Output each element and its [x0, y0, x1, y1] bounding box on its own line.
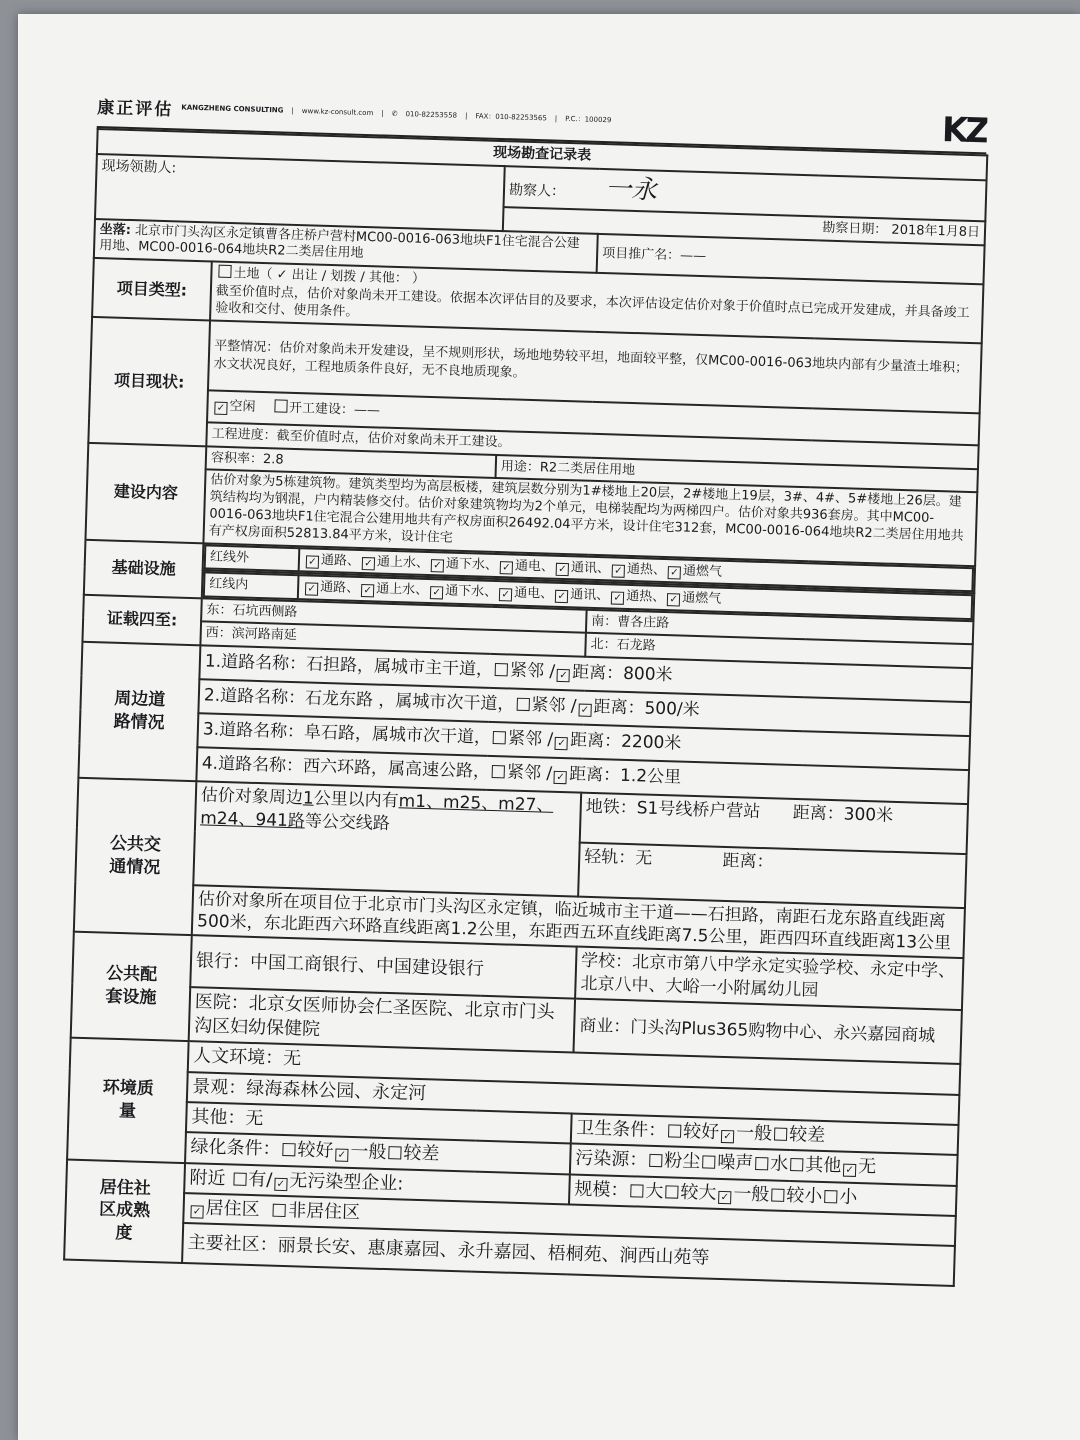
survey-form [63, 84, 988, 1287]
guide-label: 现场领勘人: [95, 154, 505, 231]
location-label: 坐落: [99, 221, 132, 238]
postcode: P.C.：100029 [565, 114, 612, 125]
promo-name: 项目推广名：—— [597, 233, 985, 284]
inside-redline-label: 红线内 [204, 573, 299, 599]
construction-checkbox[interactable] [274, 400, 287, 413]
hospital: 医院：北京女医师协会仁圣医院、北京市门头沟区妇幼保健院 [189, 987, 575, 1053]
road-1: 1.道路名称：石担路，属城市主干道， 紧邻 / ✓ 距离：800米 [199, 645, 972, 702]
phone: 010-82253558 [405, 110, 458, 120]
brand-english: KANGZHENG CONSULTING [181, 103, 284, 115]
nearby-pollution: 附近 有/ ✓ 无污染型企业: [184, 1163, 570, 1205]
boundary-east: 东：石坑西侧路 [201, 598, 587, 633]
subway: 地铁：S1号线桥户营站 距离：300米 [580, 792, 968, 853]
environment-label: 环境质量 [67, 1038, 189, 1163]
outside-redline-items: ✓ 通路、 ✓ 通上水、 ✓ 通下水、 ✓ 通电、 ✓ 通讯、 ✓ 通热、 ✓ 通燃气 [299, 548, 973, 592]
status-label: 项目现状: [88, 317, 210, 446]
project-type-line1: 土地（ ✓ 出让 / 划拨 / 其他： ） [233, 266, 426, 288]
idle-label: 空闲 [229, 399, 256, 415]
construction-label: 开工建设：—— [288, 400, 381, 419]
form-title: 现场勘查记录表 [97, 129, 987, 180]
outside-redline-label: 红线外 [205, 545, 300, 571]
road-4: 4.道路名称：西六环路，属高速公路， 紧邻 / ✓ 距离：1.2公里 [196, 747, 969, 804]
sanitation: 卫生条件： 较好 ✓ 一般 较差 [571, 1114, 959, 1156]
letterhead: 康正评估 KANGZHENG CONSULTING | www.kz-consult.com | ✆ 010-82253558 | FAX：010-82253565 | P.C.：100029 KZ [97, 84, 988, 154]
light-rail: 轻轨：无 距离： [578, 842, 966, 907]
infrastructure-label: 基础设施 [84, 539, 204, 598]
construction-label: 建设内容 [85, 442, 206, 543]
phone-icon: ✆ [391, 109, 398, 118]
paper-sheet [18, 14, 1080, 1440]
inspector-signature: 一永 [604, 173, 658, 206]
project-type-label: 项目类型: [92, 258, 212, 320]
other-environment: 其他：无 [186, 1102, 572, 1144]
residential-type: ✓ 居住区 非居住区 [183, 1193, 956, 1246]
form-table [63, 128, 988, 1287]
location-text: 北京市门头沟区永定镇曹各庄桥户营村MC00-0016-063地块F1住宅混合公建用地、MC00-0016-064地块R2二类居住用地 [98, 222, 580, 262]
construction-description: 估价对象为5栋建筑物。建筑类型均为高层板楼，建筑层数分别为1#楼地上20层，2#楼地上19层，3#、4#、5#楼地上26层。建筑结构均为钢混，户内精装修交付。估价对象建筑物均为2个单元，电梯装配均为两梯四户。估价对象共936套房。其中MC00-0016-063地块F1住宅混合公建用地共有产权房面积26492.04平方米，设计住宅312套，MC00-0016-064地块R2二类居住用地共有产权房面积52813.84平方米，设计住宅 [203, 469, 977, 565]
commerce: 商业：门头沟Plus365购物中心、永兴嘉园商城 [573, 998, 961, 1064]
bank: 银行：中国工商银行、中国建设银行 [190, 935, 576, 998]
main-communities: 主要社区：丽景长安、惠康嘉园、永升嘉园、梧桐苑、涧西山苑等 [182, 1223, 955, 1286]
road-2: 2.道路名称：石龙东路 ，属城市次干道， 紧邻 / ✓ 距离：500/米 [198, 679, 971, 736]
inspector-label: 勘察人： [508, 182, 566, 200]
scale: 规模： 大 较大 ✓ 一般 较小 小 [569, 1174, 957, 1216]
landscape: 景观：绿海森林公园、永定河 [187, 1072, 960, 1125]
pollution: 污染源： 粉尘 噪声 水 其他 ✓ 无 [570, 1144, 958, 1186]
far-value: 容积率：2.8 [206, 446, 497, 478]
transit-label: 公共交通情况 [74, 778, 197, 936]
boundary-west: 西：滨河路南延 [200, 622, 586, 657]
boundary-north: 北：石龙路 [585, 633, 973, 668]
idle-checkbox[interactable]: ✓ [214, 402, 227, 415]
roads-label: 周边道路情况 [78, 642, 200, 781]
inspection-date: 勘察日期： 2018年1月8日 [503, 207, 986, 245]
fax: FAX：010-82253565 [475, 112, 547, 123]
usage-value: 用途：R2二类居住用地 [495, 454, 978, 492]
road-3: 3.道路名称：阜石路，属城市次干道， 紧邻 / ✓ 距离：2200米 [197, 713, 970, 770]
greening: 绿化条件： 较好 ✓ 一般 较差 [185, 1132, 571, 1174]
transit-overview: 估价对象所在项目位于北京市门头沟区永定镇，临近城市主干道——石担路，南距石龙东路直线距离500米，东北距西六环路直线距离1.2公里，东距西五环直线距离7.5公里，距西四环直线距离13公里 [192, 885, 965, 958]
bus-lines: 估价对象周边1公里以内有m1、m25、m27、m24、941路等公交线路 [193, 781, 581, 896]
progress-text: 工程进度：截至价值时点，估价对象尚未开工建设。 [206, 422, 978, 468]
project-type-line2: 截至价值时点，估价对象尚未开工建设。依据本次评估目的及要求，本次评估设定估价对象于价值时点已完成开发建成，并具备竣工验收和交付、使用条件。 [215, 283, 970, 321]
boundary-south: 南：曹各庄路 [586, 609, 974, 644]
brand-name: 康正评估 [97, 97, 174, 120]
boundaries-label: 证载四至: [82, 595, 201, 646]
kz-logo: KZ [941, 110, 988, 152]
school: 学校：北京市第八中学永定实验学校、永定中学、北京八中、大峪一小附属幼儿园 [575, 947, 963, 1010]
inside-redline-items: ✓ 通路、 ✓ 通上水、 ✓ 通下水、 ✓ 通电、 ✓ 通讯、 ✓ 通热、 ✓ 通燃气 [298, 575, 972, 619]
website: www.kz-consult.com [301, 107, 374, 118]
community-label: 居住社区成熟度 [64, 1159, 185, 1263]
leveling-text: 平整情况：估价对象尚未开发建设，呈不规则形状，场地地势较平坦，地面较平整，仅MC00-0016-063地块内部有少量渣土堆积；水文状况良好，工程地质条件良好，无不良地质现象。 [208, 320, 982, 413]
human-environment: 人文环境：无 [188, 1042, 961, 1095]
land-checkbox[interactable] [218, 265, 231, 278]
facilities-label: 公共配套设施 [71, 932, 192, 1042]
